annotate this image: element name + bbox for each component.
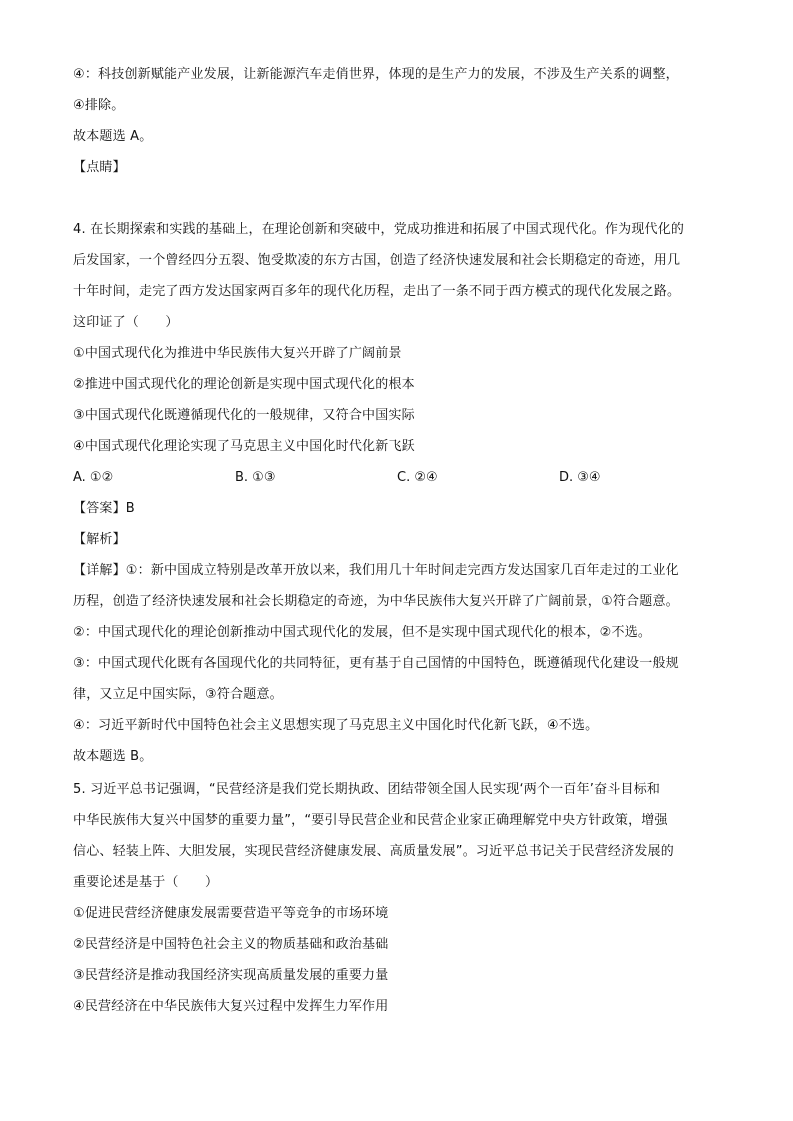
q4-detail-line: ④：习近平新时代中国特色社会主义思想实现了马克思主义中国化时代化新飞跃，④不选。 [73,718,599,733]
q5-item: ①促进民营经济健康发展需要营造平等竞争的市场环境 [73,906,389,921]
q5-stem-line: 5. 习近平总书记强调，“民营经济是我们党长期执政、团结带领全国人民实现‘两个一百年’奋斗目标和 [73,782,661,797]
q4-detail-line: 历程，创造了经济快速发展和社会长期稳定的奇迹，为中华民族伟大复兴开辟了广阔前景，①符合题意。 [73,594,679,609]
q4-jiexi-label: 【解析】 [73,532,126,547]
q5-item: ④民营经济在中华民族伟大复兴过程中发挥生力军作用 [73,999,389,1014]
q4-option-a: A. ①② [73,470,114,485]
q4-stem-line: 4. 在长期探索和实践的基础上，在理论创新和突破中，党成功推进和拓展了中国式现代化。作为现代化的 [73,222,685,237]
q4-item: ①中国式现代化为推进中华民族伟大复兴开辟了广阔前景 [73,346,402,361]
q4-stem-line: 十年时间，走完了西方发达国家两百多年的现代化历程，走出了一条不同于西方模式的现代化发展之路。 [73,284,681,299]
q5-item: ③民营经济是推动我国经济实现高质量发展的重要力量 [73,968,389,983]
q4-option-b: B. ①③ [235,470,276,485]
q4-conclusion: 故本题选 B。 [73,749,153,764]
q4-option-d: D. ③④ [559,470,601,485]
q4-option-c: C. ②④ [397,470,438,485]
q4-item: ②推进中国式现代化的理论创新是实现中国式现代化的根本 [73,377,415,392]
text-line: ④排除。 [73,98,125,113]
q4-detail-line: ②：中国式现代化的理论创新推动中国式现代化的发展，但不是实现中国式现代化的根本，②不选。 [73,625,652,640]
text-line: ④：科技创新赋能产业发展，让新能源汽车走俏世界，体现的是生产力的发展，不涉及生产关系的调整， [73,67,679,82]
q4-detail-line: 律，又立足中国实际，③符合题意。 [73,687,283,702]
q5-stem-line: 信心、轻装上阵、大胆发展，实现民营经济健康发展、高质量发展”。习近平总书记关于民营经济发展的 [73,844,674,859]
q4-item: ④中国式现代化理论实现了马克思主义中国化时代化新飞跃 [73,439,415,454]
q5-stem-line: 中华民族伟大复兴中国梦的重要力量”，“要引导民营企业和民营企业家正确理解党中央方针政策，增强 [73,813,668,828]
q4-detail-line: 【详解】①：新中国成立特别是改革开放以来，我们用几十年时间走完西方发达国家几百年走过的工业化 [73,563,679,578]
conclusion-line: 故本题选 A。 [73,129,153,144]
q4-stem-line: 这印证了（ ） [73,315,179,330]
q4-detail-line: ③：中国式现代化既有各国现代化的共同特征，更有基于自己国情的中国特色，既遵循现代化建设一般规 [73,656,679,671]
q4-answer: 【答案】B [73,501,135,516]
q5-stem-line: 重要论述是基于（ ） [73,875,219,890]
dianjing-label: 【点睛】 [73,160,126,175]
q4-stem-line: 后发国家，一个曾经四分五裂、饱受欺凌的东方古国，创造了经济快速发展和社会长期稳定的奇迹，用几 [73,253,681,268]
q5-item: ②民营经济是中国特色社会主义的物质基础和政治基础 [73,937,389,952]
q4-item: ③中国式现代化既遵循现代化的一般规律，又符合中国实际 [73,408,415,423]
